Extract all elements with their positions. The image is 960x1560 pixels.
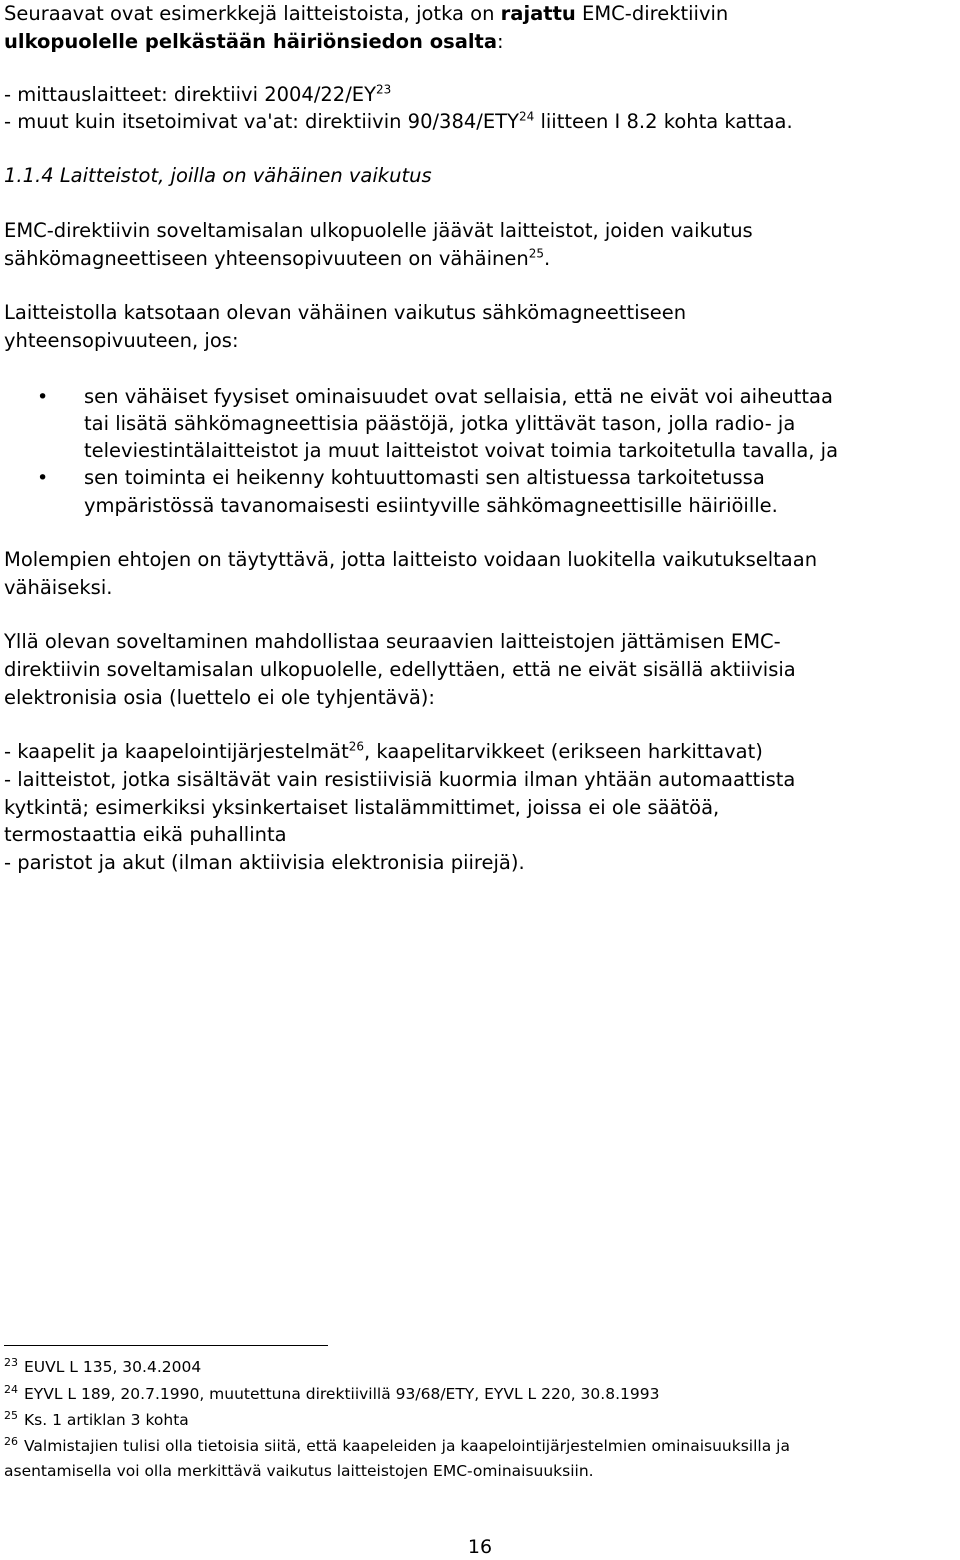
footnote-number: 24	[4, 1382, 18, 1396]
list2-text-cont: , kaapelitarvikkeet (erikseen harkittavat)	[364, 740, 763, 763]
bullet-marker: •	[37, 386, 49, 408]
footnote-ref-23[interactable]: 23	[376, 82, 392, 97]
intro-colon: :	[497, 30, 504, 53]
list1-item-2	[4, 110, 793, 134]
footnote-text: Ks. 1 artiklan 3 kohta	[24, 1411, 189, 1429]
footnote-ref-24[interactable]: 24	[518, 109, 535, 124]
footnote-number: 23	[4, 1355, 18, 1369]
bullet-2-line-1: sen toiminta ei heikenny kohtuuttomasti sen altistuessa tarkoitetussa	[84, 466, 765, 489]
footnote-text: Valmistajien tulisi olla tietoisia siitä, että kaapeleiden ja kaapelointijärjestelmien ominaisuuksilla ja	[24, 1437, 790, 1455]
list1-item-text: - mittauslaitteet: direktiivi 2004/22/EY	[4, 83, 377, 106]
list2-text: - kaapelit ja kaapelointijärjestelmät	[4, 740, 349, 763]
list1-item-1	[4, 83, 391, 107]
footnote-text: EYVL L 189, 20.7.1990, muutettuna direktiivillä 93/68/ETY, EYVL L 220, 30.8.1993	[24, 1385, 660, 1403]
page-number: 16	[467, 1536, 493, 1558]
para4-line-2: direktiivin soveltamisalan ulkopuolelle, edellyttäen, että ne eivät sisällä aktiivisia	[4, 658, 796, 681]
footnote-separator	[4, 1345, 328, 1346]
footnote-number: 25	[4, 1408, 18, 1422]
para4-line-1: Yllä olevan soveltaminen mahdollistaa seuraavien laitteistojen jättämisen EMC-	[4, 630, 781, 653]
footnote-ref-26[interactable]: 26	[348, 739, 365, 754]
bullet-1-line-1: sen vähäiset fyysiset ominaisuudet ovat sellaisia, että ne eivät voi aiheuttaa	[84, 385, 833, 408]
list1-item-text: - muut kuin itsetoimivat va'at: direktiivin 90/384/ETY	[4, 110, 519, 133]
intro-text: Seuraavat ovat esimerkkejä laitteistoista, jotka on	[4, 2, 501, 25]
intro-line-1	[4, 2, 728, 26]
para3-line-1: Molempien ehtojen on täytyttävä, jotta laitteisto voidaan luokitella vaikutukseltaan	[4, 548, 818, 571]
section-para1-line1: EMC-direktiivin soveltamisalan ulkopuolelle jäävät laitteistot, joiden vaikutus	[4, 219, 753, 242]
list1-item-after: liitteen I 8.2 kohta kattaa.	[534, 110, 793, 133]
section-para2-line1: Laitteistolla katsotaan olevan vähäinen vaikutus sähkömagneettiseen	[4, 301, 687, 324]
list2-line-1	[4, 740, 763, 764]
para3-line-2: vähäiseksi.	[4, 576, 113, 599]
bullet-marker: •	[37, 467, 49, 489]
footnote-text: EUVL L 135, 30.4.2004	[24, 1358, 202, 1376]
bullet-1-line-2: tai lisätä sähkömagneettisia päästöjä, jotka ylittävät tason, jolla radio- ja	[84, 412, 796, 435]
list2-line-2: - laitteistot, jotka sisältävät vain resistiivisiä kuormia ilman yhtään automaattista	[4, 768, 796, 791]
footnote-24	[4, 1384, 659, 1404]
intro-bold-scope: ulkopuolelle pelkästään häiriönsiedon osalta	[4, 30, 498, 53]
list2-line-5: - paristot ja akut (ilman aktiivisia elektronisia piirejä).	[4, 851, 525, 874]
section-heading: 1.1.4 Laitteistot, joilla on vähäinen vaikutus	[4, 164, 432, 187]
intro-bold-rajattu: rajattu	[500, 2, 576, 25]
footnote-number: 26	[4, 1434, 18, 1448]
footnote-ref-25[interactable]: 25	[528, 246, 545, 261]
intro-text-cont: EMC-direktiivin	[575, 2, 729, 25]
footnote-26	[4, 1436, 790, 1456]
para-text: sähkömagneettiseen yhteensopivuuteen on vähäinen	[4, 247, 529, 270]
section-para1-line2	[4, 247, 550, 271]
list2-line-4: termostaattia eikä puhallinta	[4, 823, 287, 846]
bullet-1-line-3: televiestintälaitteistot ja muut laitteistot voivat toimia tarkoitetulla tavalla, ja	[84, 439, 839, 462]
footnote-25	[4, 1410, 189, 1430]
intro-line-2	[4, 30, 504, 54]
list2-line-3: kytkintä; esimerkiksi yksinkertaiset listalämmittimet, joissa ei ole säätöä,	[4, 796, 720, 819]
para4-line-3: elektronisia osia (luettelo ei ole tyhjentävä):	[4, 686, 435, 709]
footnote-23	[4, 1357, 201, 1377]
footnote-26-continuation: asentamisella voi olla merkittävä vaikutus laitteistojen EMC-ominaisuuksiin.	[4, 1462, 594, 1480]
section-para2-line2: yhteensopivuuteen, jos:	[4, 329, 239, 352]
para-end: .	[544, 247, 551, 270]
bullet-2-line-2: ympäristössä tavanomaisesti esiintyville sähkömagneettisille häiriöille.	[84, 494, 778, 517]
